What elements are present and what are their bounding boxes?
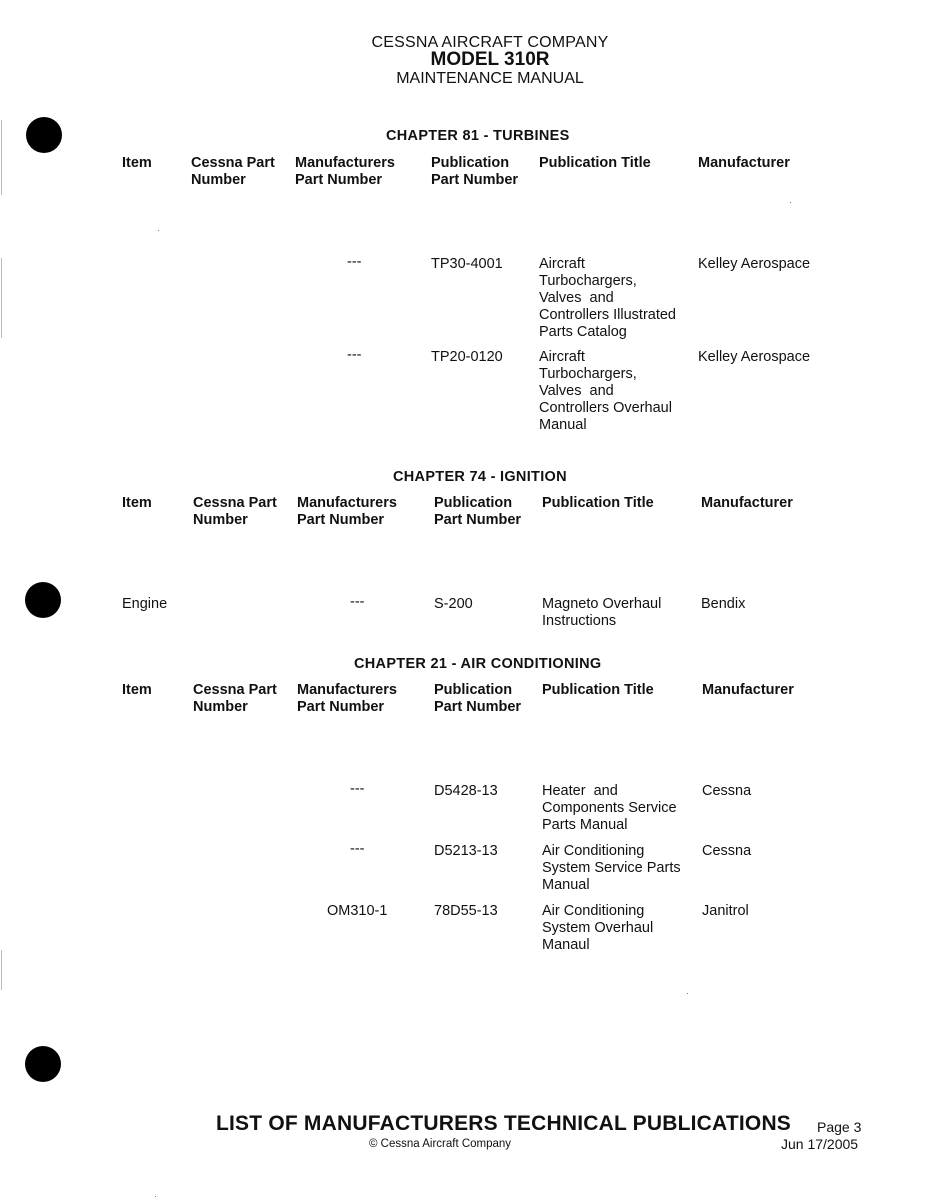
col-header-cessna-part: [193, 495, 277, 529]
title-line: Valves and: [539, 383, 614, 399]
col-header-line: Number: [193, 699, 248, 715]
chapter-title: CHAPTER 81 - TURBINES: [386, 128, 570, 144]
pub-part-number: TP20-0120: [431, 349, 503, 365]
col-header-line: Publication: [434, 495, 513, 511]
title-line: Air Conditioning: [542, 843, 645, 859]
col-header-line: Manufacturers: [297, 495, 397, 511]
title-line: Components Service: [542, 800, 677, 816]
manufacturer: Cessna: [702, 783, 752, 799]
col-header-item: Item: [122, 682, 152, 698]
scan-edge-mark: [1, 258, 2, 338]
col-header-pub-title: Publication Title: [539, 155, 651, 171]
col-header-item: Item: [122, 155, 152, 171]
col-header-line: Publication: [431, 155, 510, 171]
manufacturer: Kelley Aerospace: [698, 349, 811, 365]
revision-date: Jun 17/2005: [781, 1136, 859, 1152]
scan-edge-mark: [1, 950, 2, 990]
mfr-part-number: ---: [347, 347, 362, 363]
col-header-cessna-part: [191, 155, 275, 189]
title-line: Turbochargers,: [539, 273, 637, 289]
binder-hole-middle: [25, 582, 61, 618]
manufacturer: Kelley Aerospace: [698, 256, 811, 272]
col-header-pub-part: [434, 495, 521, 529]
col-header-cessna-part: [193, 682, 277, 716]
pub-title: [542, 903, 653, 954]
pub-title: [542, 783, 677, 834]
title-line: System Overhaul: [542, 920, 654, 936]
col-header-pub-title: Publication Title: [542, 682, 654, 698]
title-line: System Service Parts: [542, 860, 681, 876]
binder-hole-top: [26, 117, 62, 153]
mfr-part-number: ---: [350, 841, 365, 857]
title-line: Manaul: [542, 937, 590, 953]
scan-edge-mark: [1, 120, 2, 195]
chapter-title: CHAPTER 21 - AIR CONDITIONING: [354, 656, 602, 672]
title-line: Turbochargers,: [539, 366, 637, 382]
scan-speck: [155, 1196, 156, 1197]
col-header-line: Part Number: [431, 172, 519, 188]
pub-part-number: D5428-13: [434, 783, 498, 799]
title-line: Magneto Overhaul: [542, 596, 662, 612]
title-line: Air Conditioning: [542, 903, 645, 919]
mfr-part-number: ---: [347, 254, 362, 270]
chapter-title: CHAPTER 74 - IGNITION: [393, 469, 567, 485]
header-manual: MAINTENANCE MANUAL: [396, 70, 584, 87]
col-header-line: Publication: [434, 682, 513, 698]
title-line: Instructions: [542, 613, 617, 629]
col-header-mfr-part: [297, 495, 397, 529]
item: Engine: [122, 596, 168, 612]
header-model: MODEL 310R: [430, 49, 550, 70]
manufacturer: Janitrol: [702, 903, 749, 919]
footer-title: LIST OF MANUFACTURERS TECHNICAL PUBLICATIONS: [216, 1112, 792, 1135]
title-line: Parts Catalog: [539, 324, 627, 340]
mfr-part-number: OM310-1: [327, 903, 388, 919]
scan-speck: [687, 993, 688, 994]
pub-part-number: 78D55-13: [434, 903, 498, 919]
col-header-line: Cessna Part: [191, 155, 275, 171]
mfr-part-number: ---: [350, 594, 365, 610]
manufacturer: Bendix: [701, 596, 746, 612]
col-header-line: Part Number: [434, 699, 522, 715]
pub-title: [542, 596, 661, 630]
pub-part-number: TP30-4001: [431, 256, 503, 272]
manufacturer: Cessna: [702, 843, 752, 859]
col-header-line: Manufacturers: [295, 155, 395, 171]
mfr-part-number: ---: [350, 781, 365, 797]
col-header-mfr-part: [295, 155, 395, 189]
col-header-line: Number: [191, 172, 246, 188]
title-line: Aircraft: [539, 256, 585, 272]
col-header-line: Number: [193, 512, 248, 528]
col-header-item: Item: [122, 495, 152, 511]
pub-title: [542, 843, 681, 894]
title-line: Parts Manual: [542, 817, 628, 833]
page-number: Page 3: [817, 1119, 862, 1135]
title-line: Controllers Overhaul: [539, 400, 672, 416]
col-header-pub-part: [431, 155, 518, 189]
col-header-line: Part Number: [295, 172, 383, 188]
col-header-line: Part Number: [434, 512, 522, 528]
col-header-manufacturer: Manufacturer: [698, 155, 790, 171]
title-line: Heater and: [542, 783, 618, 799]
pub-part-number: S-200: [434, 596, 473, 612]
col-header-pub-part: [434, 682, 521, 716]
title-line: Controllers Illustrated: [539, 307, 676, 323]
col-header-line: Manufacturers: [297, 682, 397, 698]
col-header-pub-title: Publication Title: [542, 495, 654, 511]
pub-part-number: D5213-13: [434, 843, 498, 859]
title-line: Valves and: [539, 290, 614, 306]
col-header-line: Part Number: [297, 512, 385, 528]
col-header-manufacturer: Manufacturer: [701, 495, 793, 511]
col-header-line: Cessna Part: [193, 682, 277, 698]
col-header-mfr-part: [297, 682, 397, 716]
col-header-line: Part Number: [297, 699, 385, 715]
scan-speck: [158, 230, 159, 231]
scan-speck: [790, 202, 791, 203]
title-line: Manual: [539, 417, 587, 433]
header-company: CESSNA AIRCRAFT COMPANY: [371, 34, 609, 51]
col-header-line: Cessna Part: [193, 495, 277, 511]
title-line: Manual: [542, 877, 590, 893]
title-line: Aircraft: [539, 349, 585, 365]
binder-hole-bottom: [25, 1046, 61, 1082]
pub-title: [539, 256, 676, 341]
copyright: © Cessna Aircraft Company: [369, 1138, 512, 1150]
col-header-manufacturer: Manufacturer: [702, 682, 794, 698]
pub-title: [539, 349, 672, 434]
